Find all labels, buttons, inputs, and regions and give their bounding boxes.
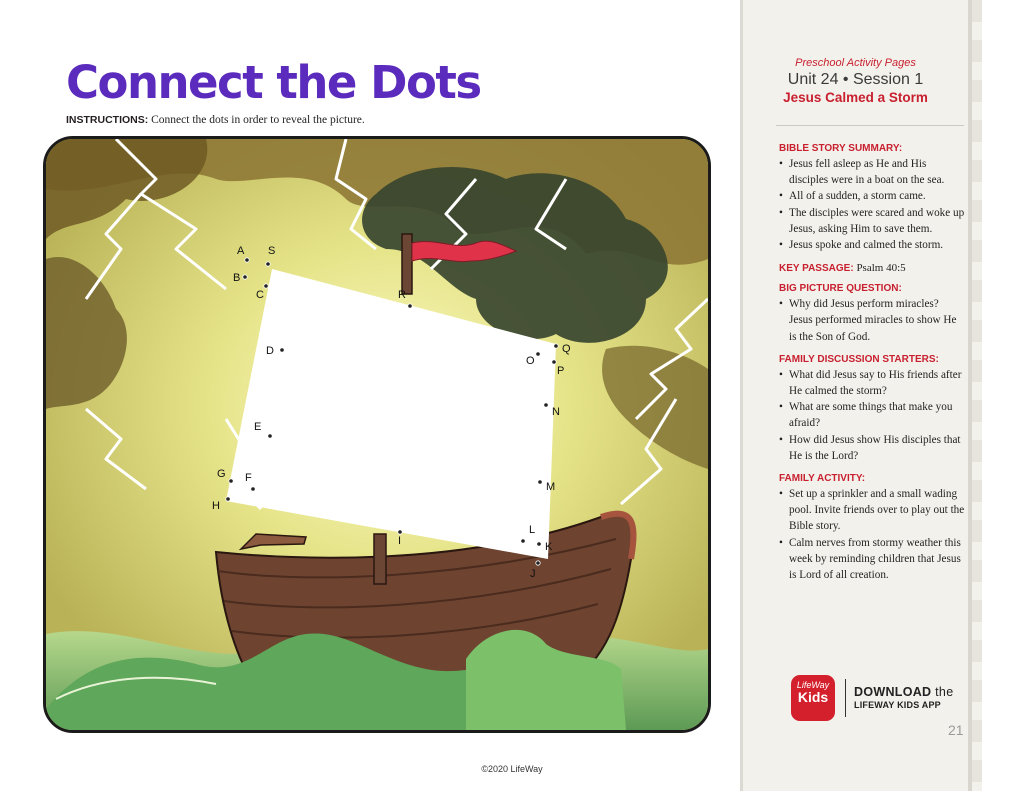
dot-marker — [280, 348, 284, 352]
lesson-title: Jesus Calmed a Storm — [783, 90, 928, 105]
summary-heading: BIBLE STORY SUMMARY: — [779, 143, 903, 154]
connect-dots-illustration — [46, 139, 708, 730]
big-picture-answer: Jesus performed miracles to show He is the Son of God. — [789, 314, 957, 343]
dot-marker — [537, 542, 541, 546]
dot-label: L — [529, 524, 536, 536]
dot-label: Q — [562, 343, 571, 355]
key-passage-heading: KEY PASSAGE: — [779, 263, 854, 275]
dot-label: A — [237, 245, 245, 257]
summary-list — [779, 156, 965, 253]
dot-marker — [536, 352, 540, 356]
lifeway-kids-logo: LifeWay Kids — [791, 675, 835, 721]
dot-marker — [398, 530, 402, 534]
dot-marker — [268, 434, 272, 438]
dot-marker — [538, 480, 542, 484]
instructions-label: INSTRUCTIONS: — [66, 114, 149, 126]
big-picture-list — [779, 296, 965, 312]
list-item: • The disciples were scared and woke up Jesus, asking Him to save them. — [779, 205, 965, 237]
list-item: • Set up a sprinkler and a small wading pool. Invite friends over to play out the Bible story. — [779, 486, 965, 535]
dot-marker — [536, 561, 540, 565]
dot-marker — [243, 275, 247, 279]
page-number: 21 — [948, 722, 964, 738]
dot-label: O — [526, 355, 535, 367]
unit-session: Unit 24 • Session 1 — [787, 71, 924, 88]
activity-heading: FAMILY ACTIVITY: — [779, 473, 866, 485]
list-item: • Calm nerves from stormy weather this week by reminding children that Jesus is Lord of all creation. — [779, 535, 965, 584]
session-header — [743, 57, 968, 105]
dot-label: S — [268, 245, 276, 257]
divider — [776, 125, 964, 126]
page-title: Connect the Dots — [66, 56, 481, 109]
dot-label: E — [254, 421, 262, 433]
puzzle-frame — [43, 136, 711, 733]
series-kicker: Preschool Activity Pages — [795, 57, 916, 69]
dot-marker — [552, 360, 556, 364]
list-item: • What did Jesus say to His friends after He calmed the storm? — [779, 367, 965, 399]
dot-marker — [554, 344, 558, 348]
dot-label: M — [546, 481, 556, 493]
dot-label: H — [212, 500, 220, 512]
list-item: • All of a sudden, a storm came. — [779, 188, 965, 204]
dot-marker — [264, 284, 268, 288]
dot-label: F — [245, 472, 252, 484]
dot-label: P — [557, 365, 565, 377]
badge-divider — [845, 679, 846, 717]
instructions-text: Connect the dots in order to reveal the picture. — [148, 114, 365, 126]
discussion-heading: FAMILY DISCUSSION STARTERS: — [779, 353, 939, 365]
activity-list — [779, 486, 965, 583]
dot-marker — [226, 497, 230, 501]
info-sidebar — [740, 0, 972, 791]
dot-label: N — [552, 406, 560, 418]
dot-label: K — [545, 541, 553, 553]
dot-label: C — [256, 289, 264, 301]
big-picture-heading: BIG PICTURE QUESTION: — [779, 283, 902, 295]
dot-label: G — [217, 468, 226, 480]
key-passage — [779, 262, 965, 274]
app-download-badge[interactable] — [791, 675, 961, 723]
list-item: • Why did Jesus perform miracles? — [779, 296, 965, 312]
dot-marker — [408, 304, 412, 308]
discussion-list — [779, 367, 965, 464]
dot-label: J — [530, 568, 536, 580]
dot-label: D — [266, 345, 274, 357]
dot-label: R — [398, 289, 406, 301]
dot-marker — [251, 487, 255, 491]
list-item: • Jesus fell asleep as He and His disciples were in a boat on the sea. — [779, 156, 965, 188]
list-item: • Jesus spoke and calmed the storm. — [779, 237, 965, 253]
dot-label: B — [233, 272, 241, 284]
app-download-text: DOWNLOAD the LIFEWAY KIDS APP — [854, 685, 954, 710]
sidebar-body — [779, 143, 965, 583]
dot-marker — [266, 262, 270, 266]
instructions — [66, 114, 365, 126]
dot-marker — [245, 258, 249, 262]
key-passage-value: Psalm 40:5 — [856, 262, 906, 275]
list-item: • How did Jesus show His disciples that He is the Lord? — [779, 432, 965, 464]
copyright: ©2020 LifeWay — [481, 764, 543, 774]
dot-marker — [544, 403, 548, 407]
dot-label: I — [398, 535, 402, 547]
dot-marker — [521, 539, 525, 543]
dot-marker — [229, 479, 233, 483]
list-item: • What are some things that make you afraid? — [779, 399, 965, 431]
